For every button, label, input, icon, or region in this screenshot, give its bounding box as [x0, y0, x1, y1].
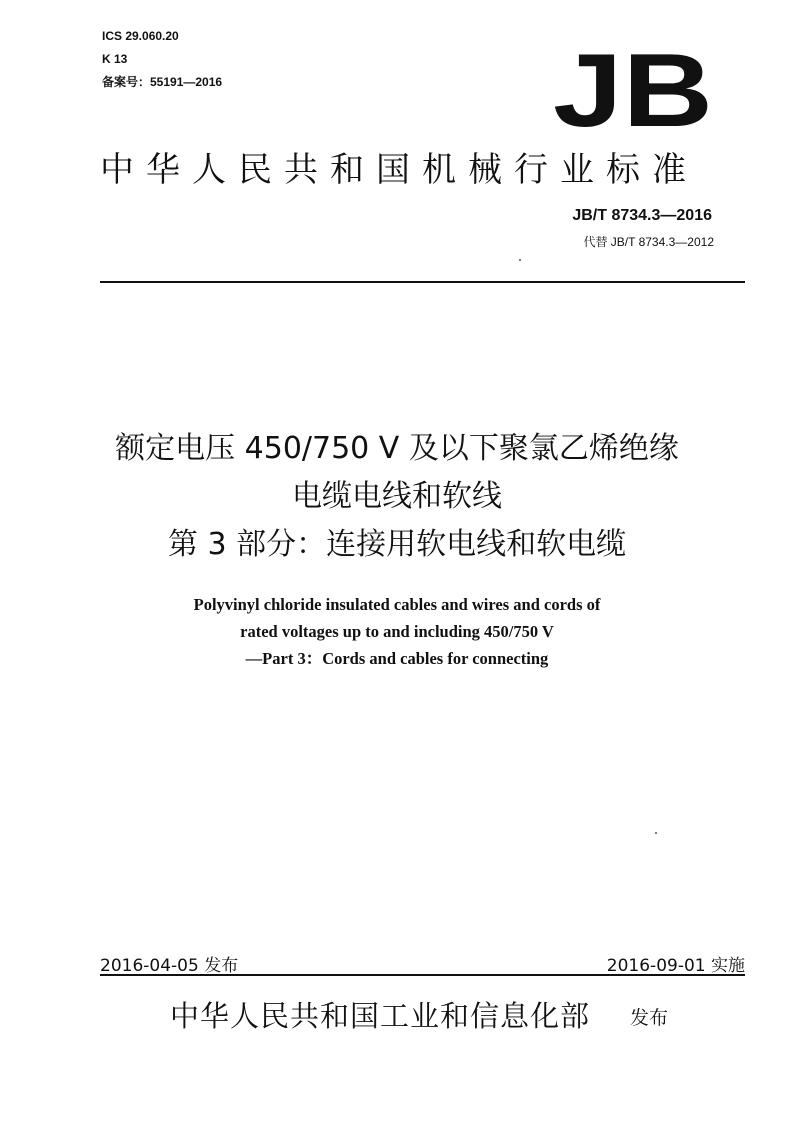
title-en-line1: Polyvinyl chloride insulated cables and wires and cords of — [193, 595, 601, 614]
date-row — [100, 951, 745, 976]
record-number: 备案号：55191—2016 — [102, 75, 223, 89]
implementation-date: 2016-09-01 实施 — [606, 956, 745, 976]
title-cn-line3: 第 3 部分：连接用软电线和软电缆 — [167, 527, 627, 562]
replaces-standard: 代替 JB/T 8734.3—2012 — [583, 235, 714, 249]
org-title: 中华人民共和国机械行业标准 — [100, 150, 698, 190]
ccs-code: K 13 — [102, 52, 128, 66]
header-divider — [100, 281, 745, 283]
jb-logo-text: JB — [553, 42, 713, 134]
footer-divider — [100, 974, 745, 976]
title-en-line2: rated voltages up to and including 450/750 V — [240, 622, 554, 641]
issue-date: 2016-04-05 发布 — [100, 956, 239, 976]
publisher-suffix: 发布 — [630, 1007, 669, 1029]
title-en-line3: —Part 3：Cords and cables for connecting — [245, 649, 549, 668]
jb-logo — [548, 42, 718, 134]
title-cn-line1: 额定电压 450/750 V 及以下聚氯乙烯绝缘 — [115, 431, 679, 466]
ics-code: ICS 29.060.20 — [102, 29, 179, 43]
standard-number: JB/T 8734.3—2016 — [572, 207, 712, 224]
scan-speck — [655, 832, 657, 834]
title-cn-line2: 电缆电线和软线 — [292, 479, 502, 514]
scan-speck — [519, 259, 521, 261]
publisher-name: 中华人民共和国工业和信息化部 — [170, 999, 591, 1033]
